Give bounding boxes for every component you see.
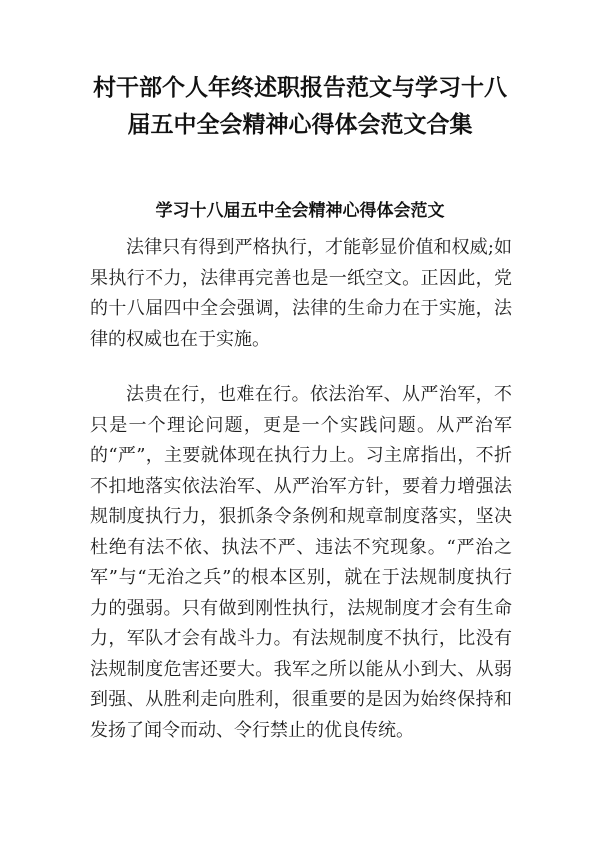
section-heading: 学习十八届五中全会精神心得体会范文 bbox=[155, 201, 445, 221]
paragraph-1: 法律只有得到严格执行，才能彰显价值和权威;如果执行不力，法律再完善也是一纸空文。正因此，党的十八届四中全会强调，法律的生命力在于实施，法律的权威也在于实施。 bbox=[90, 237, 512, 350]
document-title: 村干部个人年终述职报告范文与学习十八届五中全会精神心得体会范文合集 bbox=[93, 75, 507, 138]
paragraph-2: 法贵在行，也难在行。依法治军、从严治军，不只是一个理论问题，更是一个实践问题。从严治军的“严”，主要就体现在执行力上。习主席指出，不折不扣地落实依法治军、从严治军方针，要着力增强法规制度执行力，狠抓条令条例和规章制度落实，坚决杜绝有法不依、执法不严、违法不究现象。“严治之军”与“无治之兵”的根本区别，就在于法规制度执行力的强弱。只有做到刚性执行，法规制度才会有生命力，军队才会有战斗力。有法规制度不执行，比没有法规制度危害还要大。我军之所以能从小到大、从弱到强、从胜利走向胜利，很重要的是因为始终保持和发扬了闻令而动、令行禁止的优良传统。 bbox=[90, 384, 512, 741]
